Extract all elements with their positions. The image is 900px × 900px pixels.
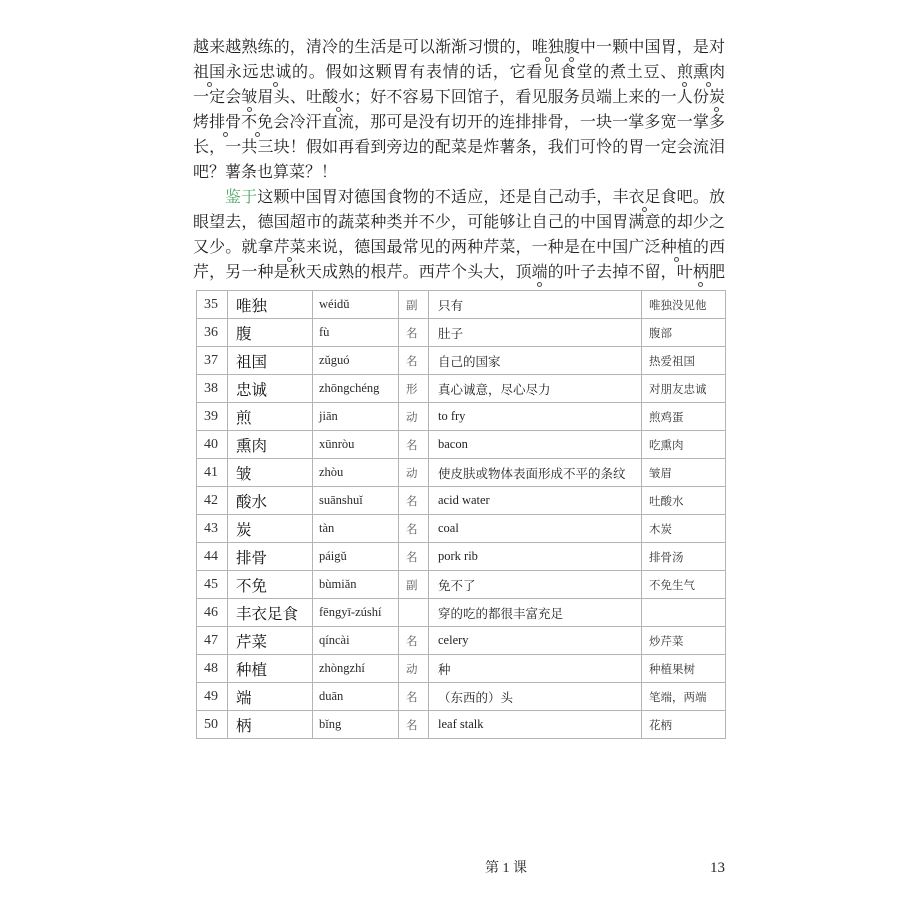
entry-example: 对朋友忠诚 <box>642 375 726 403</box>
vocab-word: 芹菜 <box>274 235 306 260</box>
vocab-word: 唯独 <box>532 35 564 60</box>
entry-word: 忠诚 <box>228 375 313 403</box>
entry-meaning: coal <box>429 515 642 543</box>
text-line <box>193 260 725 285</box>
entry-meaning: 使皮肤或物体表面形成不平的条纹 <box>429 459 642 487</box>
entry-number: 50 <box>197 711 228 739</box>
vocabulary-row <box>197 543 726 571</box>
vocabulary-row <box>197 487 726 515</box>
text-run: 会冷汗直流，那可是没有切开的连排排骨，一块一掌多宽一掌多 <box>273 114 725 131</box>
text-line <box>193 85 725 110</box>
vocab-word: 炭 <box>709 85 725 110</box>
entry-example: 唯独没见他 <box>642 291 726 319</box>
vocab-word: 酸水 <box>322 85 354 110</box>
entry-part-of-speech: 名 <box>399 319 429 347</box>
text-run: 的叶子去掉不留，叶 <box>547 264 693 281</box>
vocabulary-row <box>197 459 726 487</box>
text-run: 烤 <box>193 114 210 131</box>
entry-number: 35 <box>197 291 228 319</box>
entry-example: 木炭 <box>642 515 726 543</box>
vocabulary-row <box>197 599 726 627</box>
text-line <box>193 185 725 210</box>
vocabulary-row <box>197 711 726 739</box>
entry-pinyin: wéidǔ <box>313 291 399 319</box>
vocab-word: 忠诚 <box>259 60 291 85</box>
text-run: 中一颗中国胃，是对 <box>579 39 725 56</box>
entry-word: 祖国 <box>228 347 313 375</box>
entry-meaning: bacon <box>429 431 642 459</box>
entry-meaning: to fry <box>429 403 642 431</box>
entry-word: 端 <box>228 683 313 711</box>
entry-part-of-speech: 名 <box>399 515 429 543</box>
entry-word: 酸水 <box>228 487 313 515</box>
text-line <box>193 135 725 160</box>
text-line <box>193 35 725 60</box>
entry-part-of-speech: 形 <box>399 375 429 403</box>
reading-text <box>193 35 725 285</box>
lesson-label: 第 1 课 <box>485 861 527 876</box>
vocabulary-row <box>197 431 726 459</box>
entry-meaning: leaf stalk <box>429 711 642 739</box>
entry-example: 种植果树 <box>642 655 726 683</box>
entry-example: 吃熏肉 <box>642 431 726 459</box>
vocab-word: 端 <box>532 260 548 285</box>
entry-pinyin: fù <box>313 319 399 347</box>
entry-meaning: pork rib <box>429 543 642 571</box>
entry-word: 丰衣足食 <box>228 599 313 627</box>
text-run: 芹，另一种是秋天成熟的根芹。西芹个头大，顶 <box>193 264 532 281</box>
text-line <box>193 160 725 185</box>
entry-number: 46 <box>197 599 228 627</box>
entry-word: 不免 <box>228 571 313 599</box>
vocabulary-row <box>197 319 726 347</box>
text-run: 长，一共三块！假如再看到旁边的配菜是炸薯条，我们可怜的胃一定会流泪 <box>193 139 725 156</box>
vocab-word: 熏肉 <box>693 60 725 85</box>
entry-example: 腹部 <box>642 319 726 347</box>
vocabulary-row <box>197 515 726 543</box>
text-run: 肥 <box>708 264 725 281</box>
vocab-word: 煎 <box>677 60 693 85</box>
vocabulary-row <box>197 627 726 655</box>
vocabulary-row <box>197 683 726 711</box>
entry-part-of-speech: 动 <box>399 655 429 683</box>
entry-part-of-speech: 名 <box>399 627 429 655</box>
entry-number: 49 <box>197 683 228 711</box>
entry-meaning: 真心诚意，尽心尽力 <box>429 375 642 403</box>
entry-pinyin: zhòu <box>313 459 399 487</box>
entry-part-of-speech: 副 <box>399 291 429 319</box>
entry-number: 41 <box>197 459 228 487</box>
entry-pinyin: tàn <box>313 515 399 543</box>
text-run: 又少。就拿 <box>193 239 274 256</box>
entry-number: 42 <box>197 487 228 515</box>
entry-number: 39 <box>197 403 228 431</box>
entry-number: 37 <box>197 347 228 375</box>
entry-number: 48 <box>197 655 228 683</box>
entry-pinyin: zhòngzhí <box>313 655 399 683</box>
entry-part-of-speech: 名 <box>399 347 429 375</box>
entry-part-of-speech: 动 <box>399 403 429 431</box>
entry-word: 芹菜 <box>228 627 313 655</box>
entry-part-of-speech: 名 <box>399 683 429 711</box>
text-run: 永远 <box>225 64 260 81</box>
entry-pinyin: zhōngchéng <box>313 375 399 403</box>
entry-part-of-speech: 名 <box>399 711 429 739</box>
text-run: 一定会 <box>193 89 242 106</box>
entry-part-of-speech: 名 <box>399 543 429 571</box>
entry-number: 45 <box>197 571 228 599</box>
page-number: 13 <box>710 860 725 876</box>
entry-part-of-speech <box>399 599 429 627</box>
text-run: 来说，德国最常见的两种芹菜，一种是在中国广泛 <box>305 239 661 256</box>
entry-example: 排骨汤 <box>642 543 726 571</box>
entry-pinyin: fēngyī-zúshí <box>313 599 399 627</box>
vocabulary-row <box>197 347 726 375</box>
entry-part-of-speech: 名 <box>399 487 429 515</box>
entry-number: 43 <box>197 515 228 543</box>
entry-example: 吐酸水 <box>642 487 726 515</box>
entry-example <box>642 599 726 627</box>
text-line <box>193 235 725 260</box>
entry-meaning: 穿的吃的都很丰富充足 <box>429 599 642 627</box>
entry-part-of-speech: 动 <box>399 459 429 487</box>
vocabulary-row <box>197 655 726 683</box>
entry-word: 炭 <box>228 515 313 543</box>
vocab-word: 皱 <box>241 85 257 110</box>
text-run: 吧？薯条也算菜？！ <box>193 164 338 181</box>
entry-number: 36 <box>197 319 228 347</box>
entry-example: 皱眉 <box>642 459 726 487</box>
text-run: 这颗中国胃对德国食物的不适应，还是自己动手， <box>257 189 613 206</box>
text-line <box>193 110 725 135</box>
entry-pinyin: páigǔ <box>313 543 399 571</box>
text-line <box>193 210 725 235</box>
entry-meaning: （东西的）头 <box>429 683 642 711</box>
entry-example: 不免生气 <box>642 571 726 599</box>
entry-number: 44 <box>197 543 228 571</box>
entry-example: 热爱祖国 <box>642 347 726 375</box>
vocab-word: 腹 <box>564 35 580 60</box>
text-run: ；好不容易下回馆子，看见服务员端上来的一人份 <box>354 89 709 106</box>
entry-number: 38 <box>197 375 228 403</box>
entry-meaning: 自己的国家 <box>429 347 642 375</box>
text-run: 眼望去，德国超市的蔬菜种类并不少，可能够让自己的中国胃满意的却少之 <box>193 214 725 231</box>
entry-word: 皱 <box>228 459 313 487</box>
vocabulary-row <box>197 403 726 431</box>
text-run: 的。假如这颗胃有表情的话，它看见食堂的煮土豆、 <box>291 64 677 81</box>
vocabulary-row <box>197 291 726 319</box>
entry-number: 47 <box>197 627 228 655</box>
entry-example: 笔端，两端 <box>642 683 726 711</box>
paragraph-continued <box>193 35 725 185</box>
entry-example: 花柄 <box>642 711 726 739</box>
vocabulary-row <box>197 375 726 403</box>
entry-meaning: 肚子 <box>429 319 642 347</box>
entry-pinyin: zǔguó <box>313 347 399 375</box>
entry-word: 煎 <box>228 403 313 431</box>
entry-pinyin: bǐng <box>313 711 399 739</box>
text-run: 的西 <box>692 239 725 256</box>
entry-pinyin: suānshuǐ <box>313 487 399 515</box>
entry-meaning: acid water <box>429 487 642 515</box>
entry-meaning: celery <box>429 627 642 655</box>
entry-meaning: 只有 <box>429 291 642 319</box>
entry-part-of-speech: 副 <box>399 571 429 599</box>
highlighted-phrase: 鉴于 <box>225 189 258 206</box>
vocab-word: 不免 <box>241 110 273 135</box>
entry-meaning: 种 <box>429 655 642 683</box>
entry-word: 腹 <box>228 319 313 347</box>
vocab-word: 柄 <box>693 260 709 285</box>
entry-meaning: 免不了 <box>429 571 642 599</box>
vocab-word: 排骨 <box>209 110 241 135</box>
entry-pinyin: bùmiǎn <box>313 571 399 599</box>
entry-pinyin: duān <box>313 683 399 711</box>
entry-number: 40 <box>197 431 228 459</box>
paragraph-vegetables <box>193 185 725 285</box>
entry-part-of-speech: 名 <box>399 431 429 459</box>
entry-example: 炒芹菜 <box>642 627 726 655</box>
vocabulary-row <box>197 571 726 599</box>
entry-example: 煎鸡蛋 <box>642 403 726 431</box>
entry-word: 唯独 <box>228 291 313 319</box>
entry-pinyin: qíncài <box>313 627 399 655</box>
entry-pinyin: xūnròu <box>313 431 399 459</box>
entry-word: 种植 <box>228 655 313 683</box>
vocab-word: 祖国 <box>193 60 225 85</box>
entry-word: 柄 <box>228 711 313 739</box>
vocabulary-table <box>196 290 726 739</box>
text-line <box>193 60 725 85</box>
vocabulary-rows <box>197 291 726 739</box>
entry-word: 熏肉 <box>228 431 313 459</box>
entry-pinyin: jiān <box>313 403 399 431</box>
vocab-word: 种植 <box>661 235 693 260</box>
text-run: 眉头、吐 <box>257 89 323 106</box>
text-run: 吧。放 <box>676 189 725 206</box>
text-run: 越来越熟练的，清冷的生活是可以渐渐习惯的， <box>193 39 532 56</box>
entry-word: 排骨 <box>228 543 313 571</box>
vocab-word: 丰衣足食 <box>613 185 677 210</box>
